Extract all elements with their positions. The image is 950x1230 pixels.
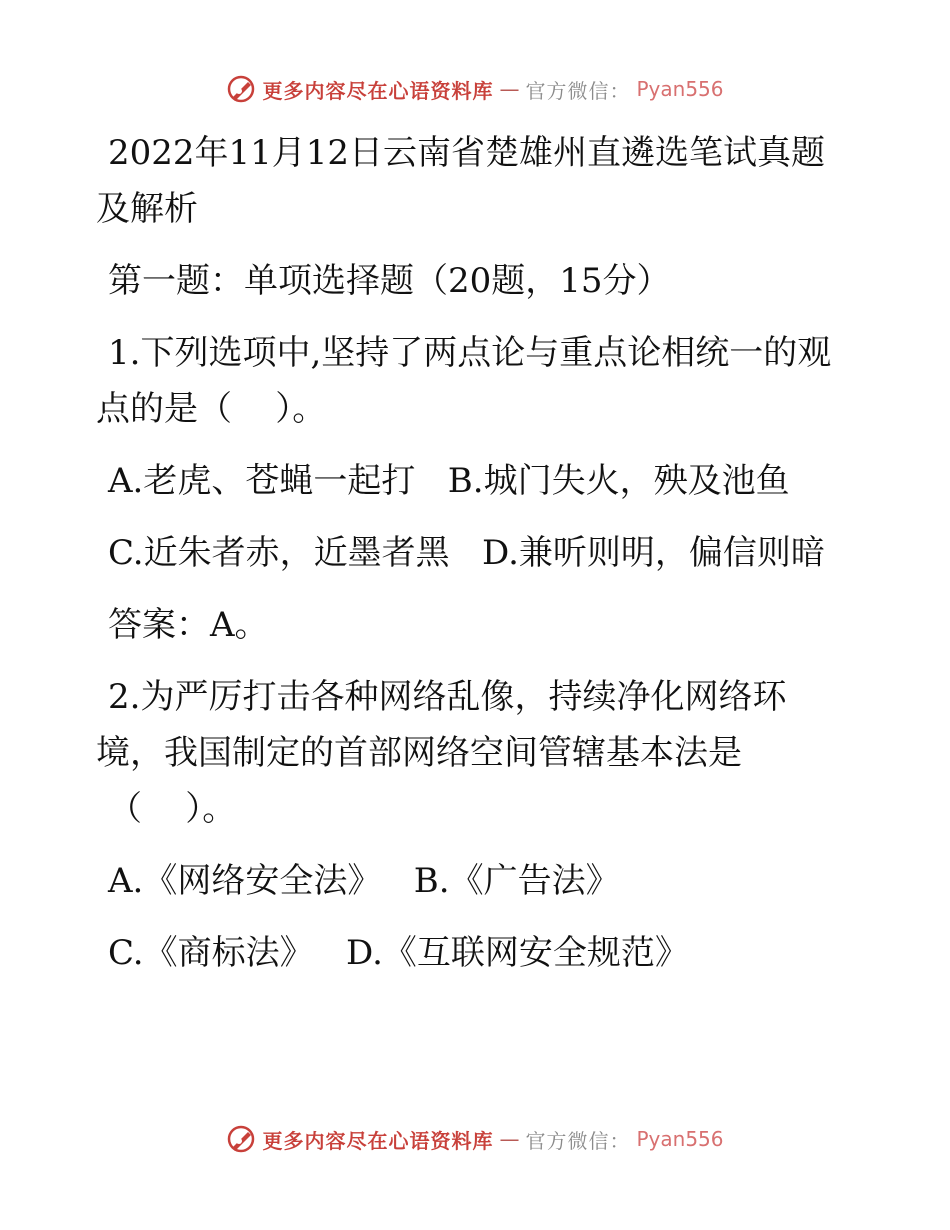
pen-logo-icon: [226, 74, 256, 104]
question-2-line1: 2.为严厉打击各种网络乱像，持续净化网络环: [108, 677, 787, 717]
question-2-options-ab: A.《网络安全法》 B.《广告法》: [108, 861, 620, 901]
page-title-line2: 及解析: [96, 189, 198, 229]
watermark-wechat-label: 官方微信：: [525, 1128, 631, 1153]
question-1-options-cd: C.近朱者赤，近墨者黑 D.兼听则明，偏信则暗: [108, 533, 825, 573]
question-2-line3: （ ）。: [108, 789, 237, 829]
document-body: [96, 125, 856, 981]
watermark-wechat-label: 官方微信：: [525, 78, 631, 103]
watermark-wechat-id: Pyan556: [636, 1127, 724, 1151]
watermark-dash: —: [499, 77, 520, 101]
question-2-line2: 境，我国制定的首部网络空间管辖基本法是: [96, 733, 742, 773]
watermark-brand: 更多内容尽在心语资料库: [262, 78, 494, 103]
pen-logo-icon: [226, 1124, 256, 1154]
watermark-brand: 更多内容尽在心语资料库: [262, 1128, 494, 1153]
question-2-options-cd: C.《商标法》 D.《互联网安全规范》: [108, 933, 689, 973]
watermark-dash: —: [499, 1127, 520, 1151]
section-heading: 第一题：单项选择题（20题，15分）: [108, 261, 671, 301]
question-1-line2: 点的是（ ）。: [96, 389, 327, 429]
question-1-options-ab: A.老虎、苍蝇一起打 B.城门失火，殃及池鱼: [108, 461, 790, 501]
question-1-answer: 答案：A。: [108, 605, 269, 645]
question-1-line1: 1.下列选项中,坚持了两点论与重点论相统一的观: [108, 333, 832, 373]
watermark-wechat-id: Pyan556: [636, 77, 724, 101]
page-title-line1: 2022年11月12日云南省楚雄州直遴选笔试真题: [108, 133, 826, 173]
watermark-header: [0, 74, 950, 104]
watermark-footer: [0, 1124, 950, 1154]
